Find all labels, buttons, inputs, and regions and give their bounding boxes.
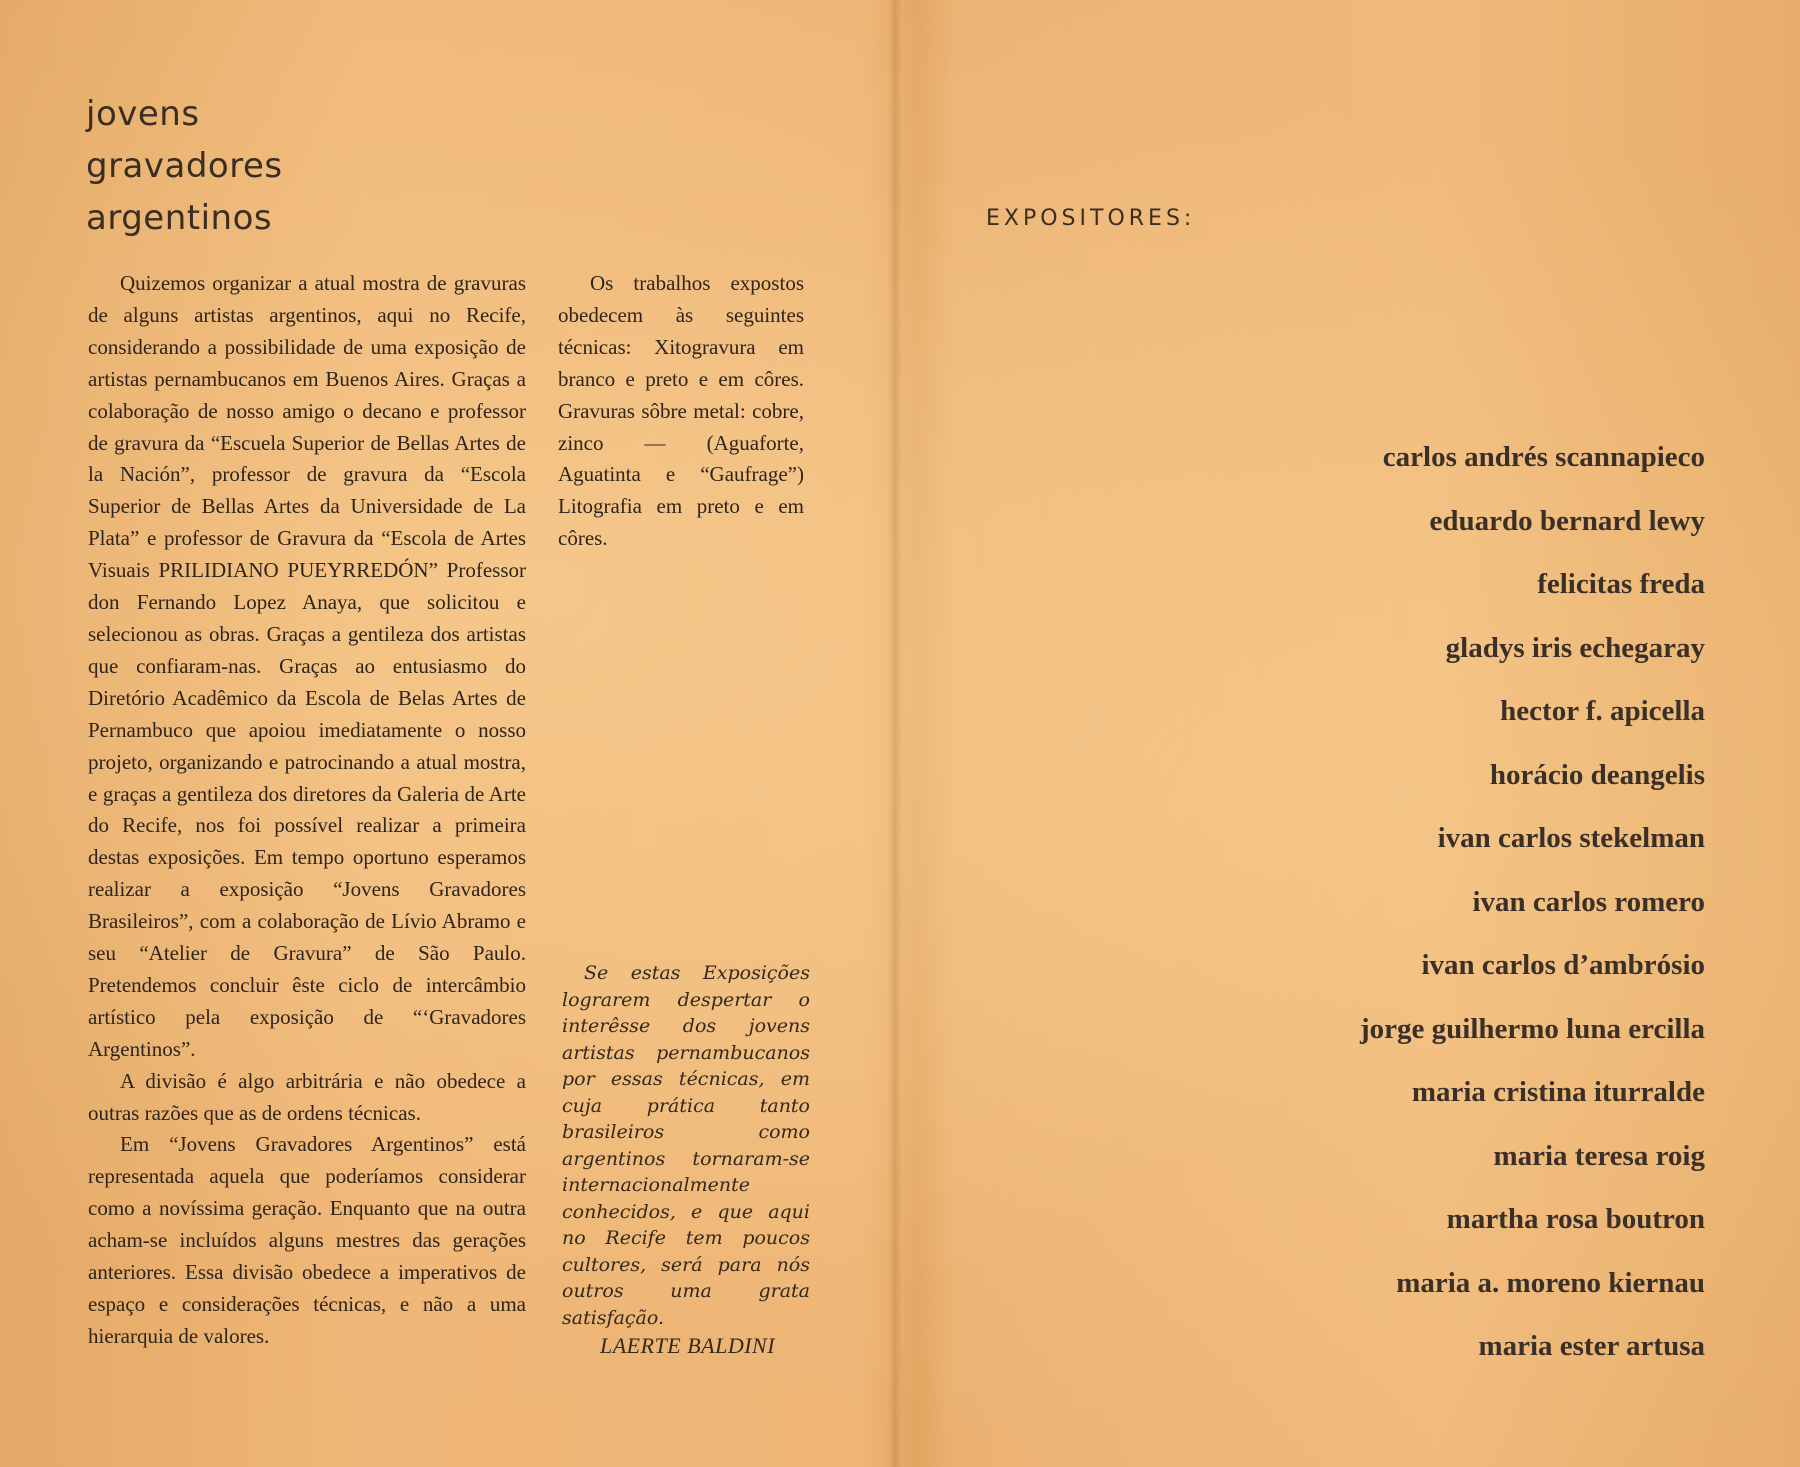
- exhibitor-name: felicitas freda: [1537, 568, 1705, 600]
- exhibitor-name: maria teresa roig: [1493, 1139, 1705, 1172]
- center-fold: [888, 0, 902, 1467]
- exhibitor-name: eduardo bernard lewy: [1429, 504, 1705, 537]
- exhibitor-name: jorge guilhermo luna ercilla: [1360, 1012, 1705, 1045]
- exhibitor-name: martha rosa boutron: [1446, 1203, 1705, 1235]
- exhibitor-name: gladys iris echegaray: [1445, 631, 1705, 664]
- signature: LAERTE BALDINI: [600, 1333, 776, 1358]
- exhibitor-name: ivan carlos d’ambrósio: [1421, 949, 1705, 981]
- intro-paragraph-3: Em “Jovens Gravadores Argentinos” está representada aquela que poderíamos considerar como a novíssima geração. Enquanto que na outra acham-se incluídos alguns mestres das gerações anteriores. Essa divisão obedece a imperativos de espaço e considerações técnicas, e não a uma hierarquia de valores.: [88, 1132, 526, 1348]
- exhibitor-name: maria ester artusa: [1478, 1330, 1705, 1362]
- intro-text-column-2: [558, 268, 804, 555]
- exhibitor-name: horácio deangelis: [1489, 758, 1705, 791]
- exhibitors-heading: EXPOSITORES:: [986, 206, 1196, 231]
- italic-note: Se estas Exposições lograrem despertar o interêsse dos jovens artistas pernambucanos por essas técnicas, em cuja prática tanto brasileiros como argentinos tornaram-se internacionalmente conhecidos, e que aqui no Recife tem poucos cultores, será para nós outros uma grata satisfação.: [562, 962, 810, 1329]
- exhibitor-name: maria a. moreno kiernau: [1396, 1266, 1705, 1299]
- brochure-title: [86, 88, 486, 244]
- exhibitors-list: [1200, 432, 1705, 1385]
- exhibitor-name: hector f. apicella: [1500, 695, 1705, 727]
- exhibitor-name: ivan carlos stekelman: [1437, 822, 1705, 854]
- intro-paragraph-1: Quizemos organizar a atual mostra de gravuras de alguns artistas argentinos, aqui no Recife, considerando a possibilidade de uma exposição de artistas pernambucanos em Buenos Aires. Graças a colaboração de nosso amigo o decano e professor de gravura da “Escuela Superior de Bellas Artes de la Nación”, professor de gravura da “Escola Superior de Bellas Artes da Universidade de La Plata” e professor de Gravura da “Escola de Artes Visuais PRILIDIANO PUEYRREDÓN” Professor don Fernando Lopez Anaya, que solicitou e selecionou as obras. Graças a gentileza dos artistas que confiaram-nas. Graças ao entusiasmo do Diretório Acadêmico da Escola de Belas Artes de Pernambuco que apoiou imediatamente o nosso projeto, organizando e patrocinando a atual mostra, e graças a gentileza dos diretores da Galeria de Arte do Recife, nos foi possível realizar a primeira destas exposições. Em tempo oportuno esperamos realizar a exposição “Jovens Gravadores Brasileiros”, com a colaboração de Lívio Abramo e seu “Atelier de Gravura” de São Paulo. Pretendemos concluir êste ciclo de intercâmbio artístico pela exposição de “‘Gravadores Argentinos”.: [88, 271, 526, 1061]
- exhibitor-name: carlos andrés scannapieco: [1382, 441, 1705, 473]
- exhibitor-name: maria cristina iturralde: [1411, 1076, 1705, 1108]
- intro-text-column-1: [88, 268, 526, 1353]
- intro-paragraph-4: Os trabalhos expostos obedecem às seguintes técnicas: Xitogravura em branco e preto e em côres. Gravuras sôbre metal: cobre, zinco — (Aguaforte, Aguatinta e “Gaufrage”) Litografia em preto e em côres.: [558, 271, 804, 551]
- title-line-2: gravadores: [86, 146, 283, 186]
- exhibitor-name: ivan carlos romero: [1472, 885, 1705, 918]
- intro-paragraph-2: A divisão é algo arbitrária e não obedece a outras razões que as de ordens técnicas.: [88, 1068, 526, 1125]
- title-line-1: jovens: [86, 94, 200, 134]
- title-line-3: argentinos: [86, 198, 273, 238]
